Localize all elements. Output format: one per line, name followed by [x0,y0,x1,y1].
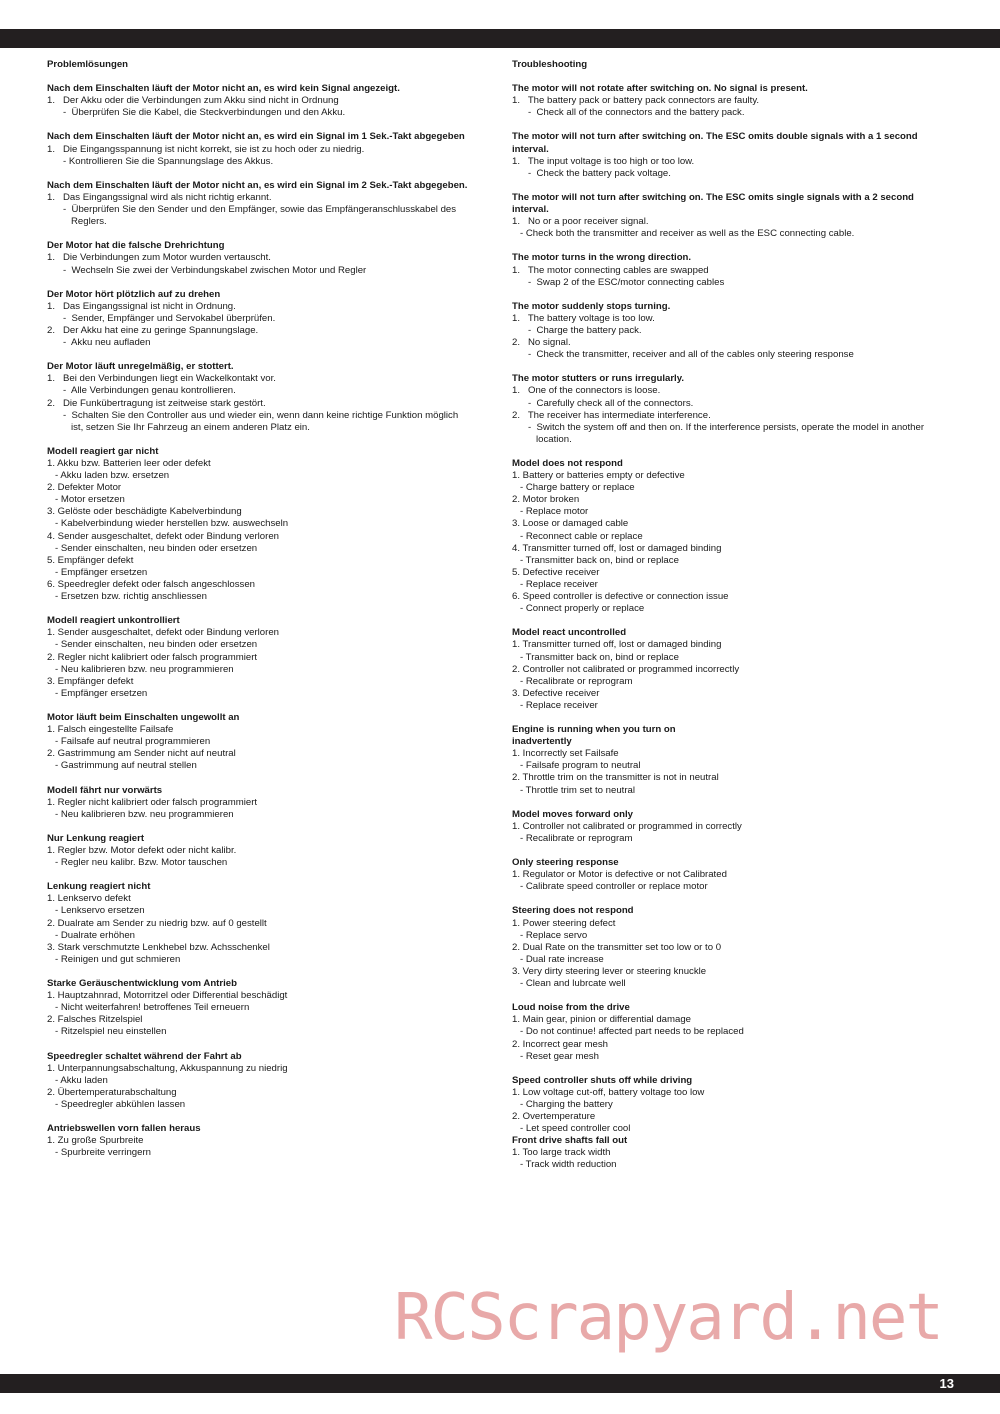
trouble-section [512,627,952,712]
section-line: 1. Incorrectly set Failsafe [512,748,619,760]
trouble-section [47,1051,497,1111]
section-title: The motor will not turn after switching on. The ESC omits single signals with a 2 second interval. [512,191,917,216]
section-line: - Ersetzen bzw. richtig anschliessen [47,591,207,603]
section-line: 1. Hauptzahnrad, Motorritzel oder Differential beschädigt [47,990,288,1002]
section-title: Model does not respond [512,458,623,469]
trouble-section [512,857,952,893]
section-line: 6. Speedregler defekt oder falsch angeschlossen [47,578,255,590]
section-line: 3. Stark verschmutzte Lenkhebel bzw. Achsschenkel [47,941,270,953]
section-title: Antriebswellen vorn fallen heraus [47,1123,201,1135]
section-title: The motor will not turn after switching on. The ESC omits double signals with a 1 second interval. [512,131,921,155]
section-line: 1. Too large track width [512,1147,611,1159]
section-line: - Neu kalibrieren bzw. neu programmieren [47,808,234,820]
trouble-section [47,361,497,434]
section-title: Der Motor hört plötzlich auf zu drehen [47,288,221,300]
trouble-section [512,192,952,240]
section-line: - Replace motor [512,506,589,518]
section-title: Speed controller shuts off while driving [512,1074,693,1086]
section-line: 1. Lenkservo defekt [47,893,131,905]
trouble-section [47,833,497,869]
trouble-section [512,131,952,179]
section-line: 5. Defective receiver [512,566,600,578]
section-line: 5. Empfänger defekt [47,554,134,566]
section-title: Nach dem Einschalten läuft der Motor nicht an, es wird ein Signal im 1 Sek.-Takt abgegeben [47,131,465,143]
section-line: ist, setzen Sie Ihr Fahrzeug an einem anderen Platz ein. [47,421,310,433]
section-title: Modell reagiert gar nicht [47,445,159,457]
trouble-section [512,724,952,797]
trouble-section [512,252,952,288]
section-line: 1. Unterpannungsabschaltung, Akkuspannung zu niedrig [47,1062,288,1074]
trouble-section [47,83,497,119]
trouble-section [512,905,952,990]
section-line: 1. No or a poor receiver signal. [512,216,649,228]
section-line: 1. The motor connecting cables are swapped [512,264,709,276]
section-line: 1. Die Eingangsspannung ist nicht korrekt, sie ist zu hoch oder zu niedrig. [47,143,365,155]
section-line: - Wechseln Sie zwei der Verbindungskabel zwischen Motor und Regler [47,264,367,276]
section-line: - Charging the battery [512,1098,613,1110]
section-title: Nur Lenkung reagiert [47,832,145,844]
section-line: 1. Akku bzw. Batterien leer oder defekt [47,458,211,469]
section-line: - Ritzelspiel neu einstellen [47,1026,167,1038]
section-line: - Sender einschalten, neu binden oder ersetzen [47,639,258,651]
trouble-section [512,458,952,615]
section-line: 1. Regler bzw. Motor defekt oder nicht kalibr. [47,845,237,856]
section-line: location. [512,433,572,445]
section-line: 1. Battery or batteries empty or defective [512,470,685,482]
english-sections [512,83,952,1171]
section-line: - Speedregler abkühlen lassen [47,1098,186,1110]
section-title: The motor stutters or runs irregularly. [512,373,685,385]
section-line: 1. Das Eingangssignal ist nicht in Ordnung. [47,300,236,312]
section-line: 1. One of the connectors is loose. [512,385,661,397]
german-heading: Problemlösungen [47,59,129,70]
section-line: - Throttle trim set to neutral [512,784,635,796]
section-line: 3. Gelöste oder beschädigte Kabelverbindung [47,506,242,518]
section-line: - Check the battery pack voltage. [512,167,671,179]
section-line: - Swap 2 of the ESC/motor connecting cables [512,276,725,288]
section-line: 3. Empfänger defekt [47,675,134,687]
section-line: 6. Speed controller is defective or connection issue [512,591,729,603]
section-title: Front drive shafts fall out [512,1135,628,1147]
section-line: 1. The battery voltage is too low. [512,312,655,324]
section-line: - Charge the battery pack. [512,324,642,336]
section-line: - Failsafe program to neutral [512,760,641,772]
trouble-section [47,881,497,966]
trouble-section [512,1135,952,1171]
section-line: - Alle Verbindungen genau kontrollieren. [47,385,236,397]
section-line: - Empfänger ersetzen [47,566,148,578]
german-column [47,59,497,1172]
section-line: - Calibrate speed controller or replace motor [512,881,708,893]
section-line: 1. Transmitter turned off, lost or damaged binding [512,639,722,651]
header-bar [0,29,1000,48]
section-title: Engine is running when you turn on inadvertently [512,724,676,748]
section-line: - Replace receiver [512,578,598,590]
section-title: Loud noise from the drive [512,1002,630,1014]
section-line: - Akku neu aufladen [47,337,151,349]
section-line: 1. Controller not calibrated or programmed in correctly [512,820,742,832]
section-line: - Nicht weiterfahren! betroffenes Teil erneuern [47,1002,250,1014]
section-line: 2. Motor broken [512,494,580,506]
section-line: 2. Regler nicht kalibriert oder falsch programmiert [47,651,258,663]
german-sections [47,83,497,1159]
section-line: 1. Zu große Spurbreite [47,1135,144,1147]
english-heading: Troubleshooting [512,59,588,70]
section-line: 4. Transmitter turned off, lost or damaged binding [512,542,722,554]
section-title: Der Motor hat die falsche Drehrichtung [47,240,225,252]
trouble-section [47,978,497,1038]
section-line: 3. Very dirty steering lever or steering knuckle [512,965,707,977]
trouble-section [512,83,952,119]
section-line: - Recalibrate or reprogram [512,675,633,687]
section-line: - Akku laden [47,1074,108,1086]
section-title: Model moves forward only [512,808,634,820]
watermark-text: RCScrapyard.net [394,1281,942,1355]
section-line: 1. Main gear, pinion or differential damage [512,1014,692,1026]
section-title: Modell reagiert unkontrolliert [47,615,180,627]
section-line: 1. Der Akku oder die Verbindungen zum Akku sind nicht in Ordnung [47,95,339,107]
section-line: 2. Controller not calibrated or programmed incorrectly [512,663,740,675]
trouble-section [512,373,952,446]
section-line: - Regler neu kalibr. Bzw. Motor tauschen [47,857,228,869]
section-line: 2. Dualrate am Sender zu niedrig bzw. auf 0 gestellt [47,917,267,929]
section-line: - Replace servo [512,929,588,941]
trouble-section [512,1002,952,1062]
section-line: - Dualrate erhöhen [47,929,135,941]
section-line: 2. Der Akku hat eine zu geringe Spannungslage. [47,324,259,336]
section-line: - Neu kalibrieren bzw. neu programmieren [47,663,234,675]
section-title: The motor will not rotate after switching on. No signal is present. [512,83,808,95]
section-line: - Überprüfen Sie den Sender und den Empfänger, sowie das Empfängeranschlusskabel des [47,204,457,216]
footer-bar [0,1374,1000,1393]
section-line: - Check all of the connectors and the battery pack. [512,107,745,119]
section-line: 2. Die Funkübertragung ist zeitweise stark gestört. [47,397,266,409]
section-line: 2. Dual Rate on the transmitter set too low or to 0 [512,941,722,953]
section-title: Motor läuft beim Einschalten ungewollt an [47,711,240,723]
section-title: Nach dem Einschalten läuft der Motor nicht an, es wird kein Signal angezeigt. [47,83,400,95]
section-line: - Charge battery or replace [512,482,635,494]
trouble-section [47,712,497,772]
section-line: - Reset gear mesh [512,1050,599,1062]
section-line: - Lenkservo ersetzen [47,905,145,917]
section-line: 4. Sender ausgeschaltet, defekt oder Bindung verloren [47,530,280,542]
section-title: Lenkung reagiert nicht [47,881,151,893]
section-title: Only steering response [512,857,619,869]
section-line: - Sender, Empfänger und Servokabel überprüfen. [47,312,276,324]
section-title: The motor turns in the wrong direction. [512,252,692,264]
trouble-section [512,809,952,845]
section-line: - Schalten Sie den Controller aus und wieder ein, wenn dann keine richtige Funktion möglich [47,409,459,421]
section-line: - Reconnect cable or replace [512,530,643,542]
section-line: 1. Power steering defect [512,917,616,929]
section-line: - Spurbreite verringern [47,1147,151,1159]
section-line: - Let speed controller cool [512,1123,631,1135]
section-line: 2. Throttle trim on the transmitter is not in neutral [512,772,719,784]
section-title: Modell fährt nur vorwärts [47,784,163,796]
section-line: - Kabelverbindung wieder herstellen bzw. auswechseln [47,518,289,530]
section-line: - Switch the system off and then on. If the interference persists, operate the model in another [512,421,925,433]
section-line: 2. Gastrimmung am Sender nicht auf neutral [47,748,236,760]
trouble-section [47,446,497,603]
section-line: 1. Bei den Verbindungen liegt ein Wackelkontakt vor. [47,373,276,385]
section-line: 2. Incorrect gear mesh [512,1038,608,1050]
section-line: - Kontrollieren Sie die Spannungslage des Akkus. [47,155,274,167]
section-line: - Connect properly or replace [512,603,645,615]
trouble-section [47,240,497,276]
section-line: - Reinigen und gut schmieren [47,953,181,965]
section-line: - Gastrimmung auf neutral stellen [47,760,197,772]
section-line: 1. The battery pack or battery pack connectors are faulty. [512,95,760,107]
section-line: 1. Die Verbindungen zum Motor wurden vertauscht. [47,252,271,264]
section-line: - Replace receiver [512,699,598,711]
section-line: 2. Defekter Motor [47,482,122,494]
trouble-section [47,131,497,167]
section-line: - Clean and lubrcate well [512,978,626,990]
section-line: - Check both the transmitter and receiver as well as the ESC connecting cable. [512,228,855,240]
section-line: 2. The receiver has intermediate interference. [512,409,711,421]
section-line: 2. Falsches Ritzelspiel [47,1014,143,1026]
section-line: 1. Low voltage cut-off, battery voltage too low [512,1086,705,1098]
section-title: Nach dem Einschalten läuft der Motor nicht an, es wird ein Signal im 2 Sek.-Takt abgegeben. [47,179,468,191]
section-title: Speedregler schaltet während der Fahrt ab [47,1050,242,1062]
section-line: - Sender einschalten, neu binden oder ersetzen [47,542,258,554]
english-column [512,59,952,1184]
section-line: - Check the transmitter, receiver and all of the cables only steering response [512,349,854,361]
section-line: 1. Das Eingangssignal wird als nicht richtig erkannt. [47,191,272,203]
section-line: 1. The input voltage is too high or too low. [512,155,695,167]
section-line: 3. Loose or damaged cable [512,518,629,530]
section-line: 1. Regler nicht kalibriert oder falsch programmiert [47,796,258,808]
section-line: 1. Falsch eingestellte Failsafe [47,724,174,736]
trouble-section [47,785,497,821]
section-line: - Motor ersetzen [47,494,125,506]
section-line: - Transmitter back on, bind or replace [512,651,679,663]
section-line: - Recalibrate or reprogram [512,832,633,844]
section-line: - Dual rate increase [512,953,604,965]
section-title: Der Motor läuft unregelmäßig, er stottert. [47,361,234,373]
section-line: - Überprüfen Sie die Kabel, die Steckverbindungen und den Akku. [47,107,346,119]
section-line: - Failsafe auf neutral programmieren [47,736,211,748]
section-line: - Carefully check all of the connectors. [512,397,694,409]
page-number: 13 [939,1376,954,1391]
section-line: 1. Regulator or Motor is defective or not Calibrated [512,869,727,881]
section-line: - Transmitter back on, bind or replace [512,554,679,566]
trouble-section [47,1123,497,1159]
section-line: - Do not continue! affected part needs to be replaced [512,1026,744,1038]
trouble-section [47,289,497,349]
section-line: Reglers. [47,216,107,228]
section-title: Starke Geräuschentwicklung vom Antrieb [47,978,237,990]
section-line: 2. Overtemperature [512,1111,596,1123]
section-line: - Track width reduction [512,1159,617,1171]
section-line: 2. Übertemperaturabschaltung [47,1086,177,1098]
section-title: The motor suddenly stops turning. [512,300,671,312]
section-title: Model react uncontrolled [512,627,627,639]
section-title: Steering does not respond [512,905,634,917]
trouble-section [47,180,497,228]
trouble-section [47,615,497,700]
trouble-section [512,301,952,361]
trouble-section [512,1075,952,1135]
section-line: 1. Sender ausgeschaltet, defekt oder Bindung verloren [47,627,280,639]
section-line: - Empfänger ersetzen [47,687,148,699]
section-line: 2. No signal. [512,337,571,349]
section-line: 3. Defective receiver [512,687,600,699]
section-line: - Akku laden bzw. ersetzen [47,470,170,482]
